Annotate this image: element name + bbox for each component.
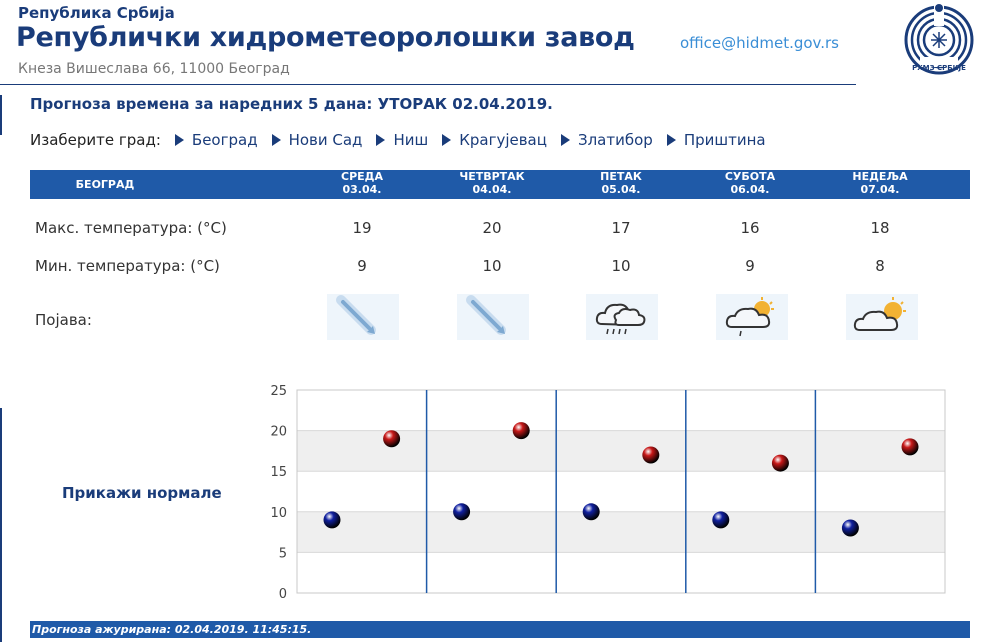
day-name: ПЕТАК bbox=[600, 170, 642, 183]
institute-title: Републички хидрометеоролошки завод bbox=[16, 22, 635, 53]
min-temp-value: 10 bbox=[482, 257, 502, 275]
day-header bbox=[835, 170, 925, 196]
max-temp-label: Макс. температура: (°C) bbox=[35, 219, 227, 237]
left-border-bottom bbox=[0, 408, 2, 642]
arrow-right-icon bbox=[442, 134, 451, 146]
min-temp-label: Мин. температура: (°C) bbox=[35, 257, 220, 275]
city-selector bbox=[30, 131, 766, 149]
city-label: Београд bbox=[191, 131, 258, 149]
min-temp-point bbox=[323, 511, 340, 528]
city-label: Ниш bbox=[393, 131, 429, 149]
city-link-pristina[interactable] bbox=[667, 131, 766, 149]
show-normals-link[interactable]: Прикажи нормале bbox=[62, 484, 222, 502]
day-name: СРЕДА bbox=[341, 170, 383, 183]
min-temp-value: 9 bbox=[745, 257, 755, 275]
city-link-nis[interactable] bbox=[376, 131, 428, 149]
min-temp-point bbox=[453, 503, 470, 520]
grid-band bbox=[297, 471, 945, 512]
arrow-right-icon bbox=[376, 134, 385, 146]
max-temp-value: 16 bbox=[740, 219, 760, 237]
min-temp-point bbox=[583, 503, 600, 520]
email-link[interactable]: office@hidmet.gov.rs bbox=[680, 34, 840, 52]
rain-streak-icon bbox=[327, 294, 399, 340]
min-temp-value: 9 bbox=[357, 257, 367, 275]
min-temp-point bbox=[842, 520, 859, 537]
day-date: 03.04. bbox=[342, 183, 382, 196]
city-label: Крагујевац bbox=[459, 131, 547, 149]
day-date: 07.04. bbox=[860, 183, 900, 196]
city-label: Златибор bbox=[577, 131, 653, 149]
city-label: Нови Сад bbox=[288, 131, 363, 149]
max-temp-value: 17 bbox=[611, 219, 631, 237]
day-header bbox=[317, 170, 407, 196]
temperature-chart-svg bbox=[260, 380, 960, 605]
day-date: 04.04. bbox=[472, 183, 512, 196]
sun-cloud-icon bbox=[846, 294, 918, 340]
forecast-updated-bar bbox=[30, 621, 970, 638]
arrow-right-icon bbox=[272, 134, 281, 146]
y-tick-label: 5 bbox=[278, 546, 287, 562]
grid-band bbox=[297, 390, 945, 431]
max-temp-point bbox=[642, 446, 659, 463]
temperature-chart bbox=[260, 380, 960, 609]
rhmz-logo bbox=[900, 2, 978, 82]
y-tick-label: 10 bbox=[270, 505, 287, 521]
city-link-kragujevac[interactable] bbox=[442, 131, 547, 149]
y-tick-label: 0 bbox=[278, 587, 287, 602]
city-link-zlatibor[interactable] bbox=[561, 131, 653, 149]
day-date: 06.04. bbox=[730, 183, 770, 196]
max-temp-point bbox=[902, 438, 919, 455]
choose-city-label: Изаберите град: bbox=[30, 131, 161, 149]
min-temp-value: 10 bbox=[611, 257, 631, 275]
max-temp-value: 20 bbox=[482, 219, 502, 237]
arrow-right-icon bbox=[561, 134, 570, 146]
country-name: Република Србија bbox=[18, 4, 175, 22]
y-tick-label: 20 bbox=[270, 424, 287, 440]
max-temp-point bbox=[513, 422, 530, 439]
rain-streak-icon bbox=[457, 294, 529, 340]
day-name: СУБОТА bbox=[724, 170, 776, 183]
min-temp-point bbox=[712, 511, 729, 528]
table-city-name: БЕОГРАД bbox=[75, 178, 135, 191]
day-date: 05.04. bbox=[601, 183, 641, 196]
header-divider bbox=[0, 84, 856, 85]
arrow-right-icon bbox=[667, 134, 676, 146]
city-label: Приштина bbox=[683, 131, 766, 149]
day-header bbox=[705, 170, 795, 196]
day-header bbox=[447, 170, 537, 196]
forecast-updated-text: Прогноза ажурирана: 02.04.2019. 11:45:15. bbox=[32, 623, 312, 636]
address: Кнеза Вишеслава 66, 11000 Београд bbox=[18, 61, 290, 77]
arrow-right-icon bbox=[175, 134, 184, 146]
city-link-novi-sad[interactable] bbox=[272, 131, 363, 149]
cloud-rain-icon bbox=[586, 294, 658, 340]
logo-text: РХМЗ СРБИЈЕ bbox=[912, 64, 966, 72]
max-temp-value: 18 bbox=[870, 219, 890, 237]
min-temp-value: 8 bbox=[875, 257, 885, 275]
phenomenon-label: Појава: bbox=[35, 311, 92, 329]
day-header bbox=[576, 170, 666, 196]
y-tick-label: 25 bbox=[270, 384, 287, 399]
y-tick-label: 15 bbox=[270, 465, 287, 481]
max-temp-value: 19 bbox=[352, 219, 372, 237]
max-temp-point bbox=[383, 430, 400, 447]
forecast-table-header bbox=[30, 170, 970, 199]
sun-cloud-light-rain-icon bbox=[716, 294, 788, 340]
day-name: НЕДЕЉА bbox=[852, 170, 908, 183]
max-temp-point bbox=[772, 455, 789, 472]
day-name: ЧЕТВРТАК bbox=[459, 170, 525, 183]
left-border-top bbox=[0, 95, 2, 135]
forecast-title: Прогноза времена за наредних 5 дана: УТОРАК 02.04.2019. bbox=[30, 95, 553, 113]
city-link-beograd[interactable] bbox=[175, 131, 258, 149]
grid-band bbox=[297, 552, 945, 593]
